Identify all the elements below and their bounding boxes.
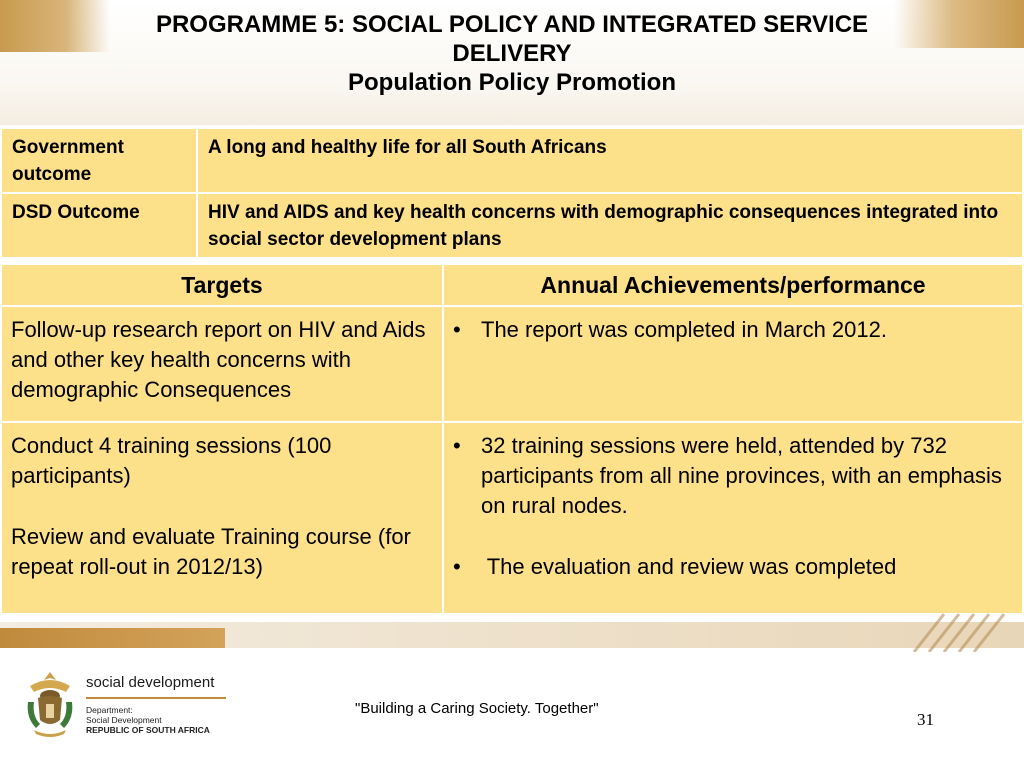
dept-line: REPUBLIC OF SOUTH AFRICA: [86, 725, 210, 735]
table-row: [1, 422, 1023, 614]
achievement-text: The report was completed in March 2012.: [481, 317, 887, 342]
spacer: [453, 521, 1014, 552]
table-row: [1, 128, 1023, 193]
footer-strip: [0, 622, 1024, 648]
footer-tagline: "Building a Caring Society. Together": [355, 700, 599, 717]
list-item: [453, 552, 1014, 582]
outcome-table: [0, 127, 1024, 259]
target-cell: Follow-up research report on HIV and Aids and other key health concerns with demographic Consequences: [1, 306, 443, 422]
title-line-2: DELIVERY: [452, 40, 572, 67]
outcome-label: DSD Outcome: [1, 193, 197, 258]
table-row: [1, 306, 1023, 422]
achievement-text: 32 training sessions were held, attended by 732 participants from all nine provinces, with an emphasis on rural nodes.: [481, 433, 1002, 518]
dept-line: Social Development: [86, 715, 162, 725]
decorative-lines-icon: [884, 612, 1024, 652]
targets-table: [0, 263, 1024, 615]
target-text: Review and evaluate Training course (for repeat roll-out in 2012/13): [11, 524, 411, 579]
list-item: [453, 431, 1014, 521]
spacer: [11, 491, 434, 522]
slide-title: [0, 10, 1024, 97]
bullet-marker: •: [453, 317, 461, 342]
bullet-marker: •: [453, 433, 461, 458]
dept-line: Department:: [86, 705, 133, 715]
column-header-targets: Targets: [1, 264, 443, 306]
title-line-1: PROGRAMME 5: SOCIAL POLICY AND INTEGRATED SERVICE: [155, 11, 869, 38]
target-cell: [1, 422, 443, 614]
target-text: Conduct 4 training sessions (100 participants): [11, 433, 332, 488]
table-row: [1, 193, 1023, 258]
brand-name: social development: [86, 674, 215, 691]
footer-accent-bar: [0, 628, 225, 648]
achievement-cell: [443, 306, 1023, 422]
page-number: 31: [917, 710, 934, 729]
outcome-value: A long and healthy life for all South Africans: [197, 128, 1023, 193]
table-header-row: [1, 264, 1023, 306]
bullet-marker: •: [453, 554, 461, 579]
outcome-label: Government outcome: [1, 128, 197, 193]
column-header-achievements: Annual Achievements/performance: [443, 264, 1023, 306]
list-item: [453, 315, 1014, 345]
slide-subtitle: Population Policy Promotion: [347, 69, 676, 96]
achievement-text: The evaluation and review was completed: [481, 554, 897, 579]
achievement-cell: [443, 422, 1023, 614]
brand-underline: [86, 697, 226, 699]
coat-of-arms-icon: [22, 668, 78, 740]
outcome-value: HIV and AIDS and key health concerns with demographic consequences integrated into social sector development plans: [197, 193, 1023, 258]
department-block: [86, 705, 210, 735]
